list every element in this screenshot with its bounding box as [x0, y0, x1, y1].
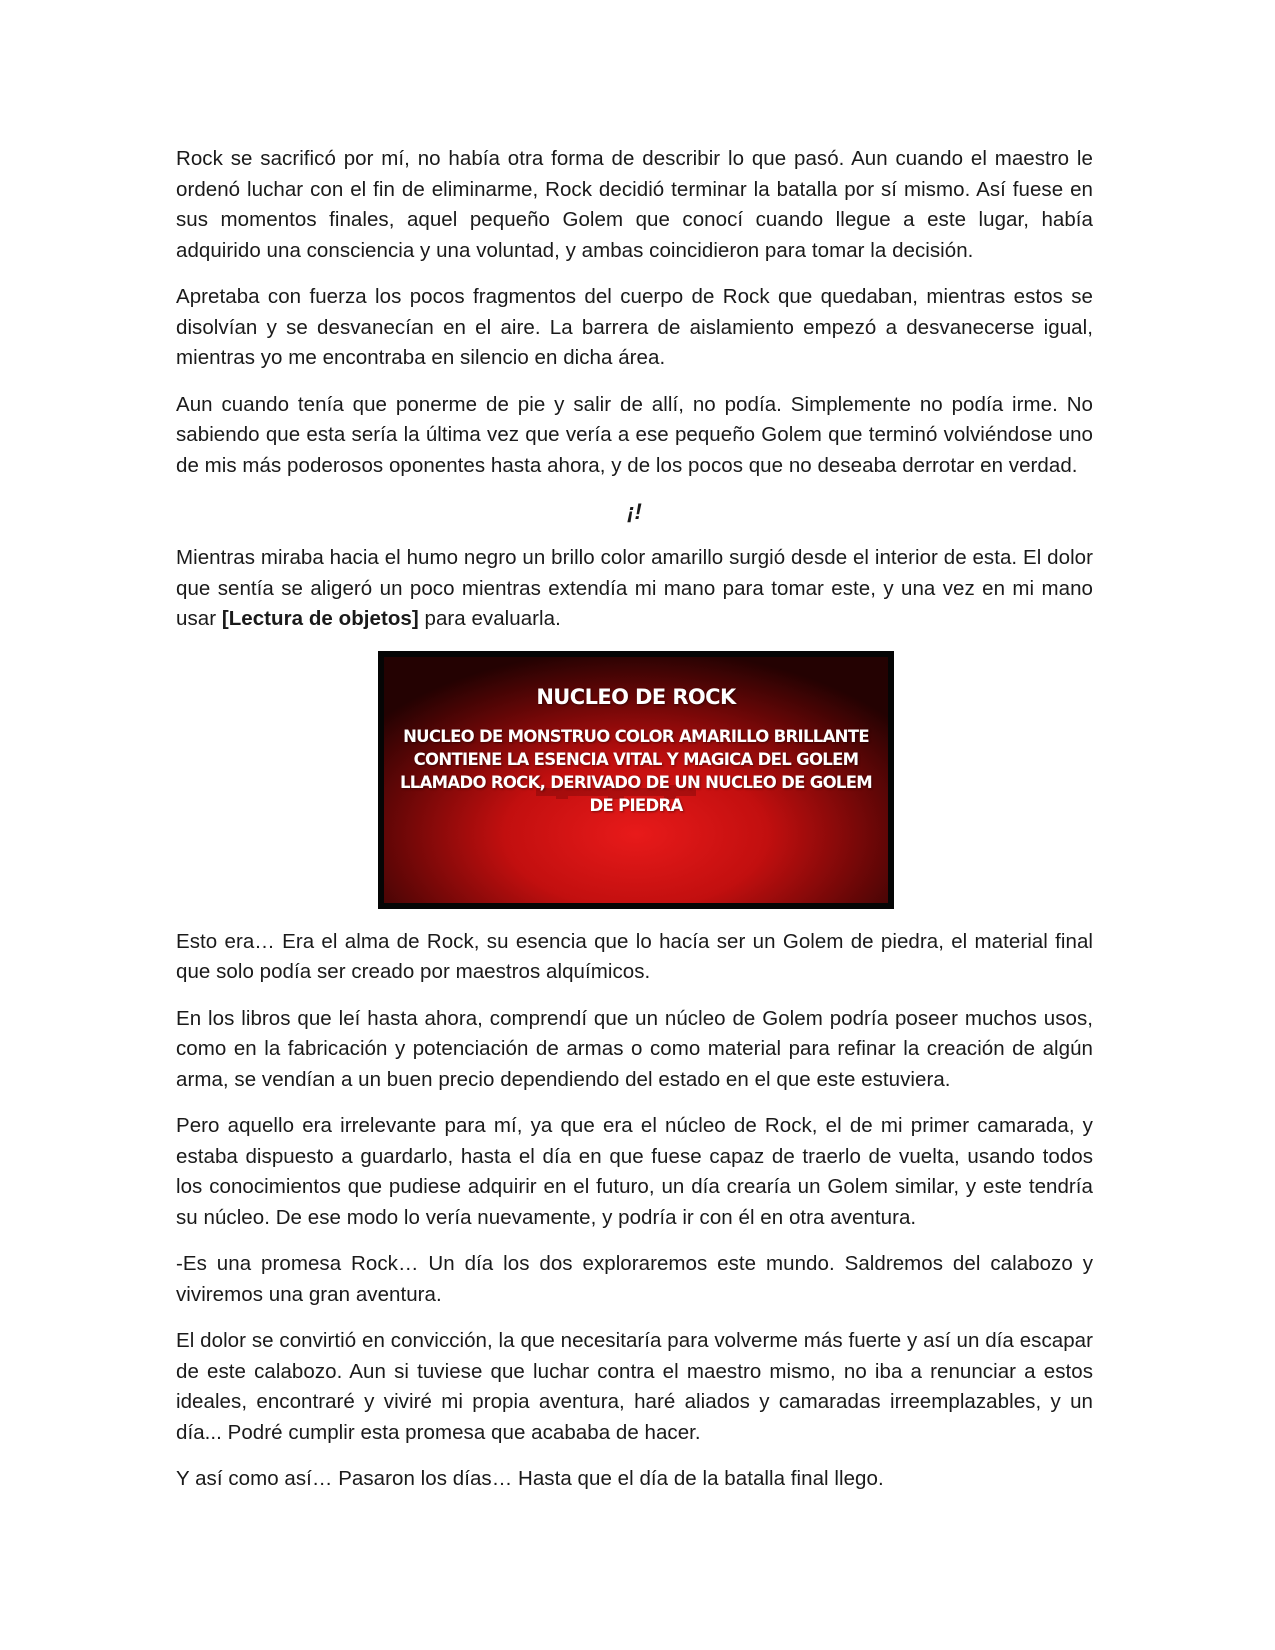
item-description-line: DE PIEDRA — [589, 795, 683, 815]
paragraph-text: para evaluarla. — [418, 607, 561, 630]
document-page — [176, 144, 1093, 1511]
item-description-line: NUCLEO DE MONSTRUO COLOR AMARILLO BRILLANTE — [403, 726, 869, 746]
scene-separator: ¡! — [627, 499, 642, 524]
item-title: NUCLEO DE ROCK — [536, 684, 736, 709]
paragraph: Pero aquello era irrelevante para mí, ya que era el núcleo de Rock, el de mi primer camarada, y estaba dispuesto a guardarlo, hasta el día en que fuese capaz de traerlo de vuelta, usando todos los conocimientos que pudiese adquirir en el futuro, un día crearía un Golem similar, y este tendría su núcleo. De ese modo lo vería nuevamente, y podría ir con él en otra aventura. — [176, 1114, 1093, 1229]
skill-name: [Lectura de objetos] — [221, 607, 419, 630]
item-description-line: LLAMADO ROCK, DERIVADO DE UN NUCLEO DE GOLEM — [399, 772, 872, 792]
item-info-card — [378, 651, 894, 909]
paragraph: En los libros que leí hasta ahora, comprendí que un núcleo de Golem podría poseer muchos usos, como en la fabricación y potenciación de armas o como material para refinar la creación de algún arma, se vendían a un buen precio dependiendo del estado en el que este estuviera. — [176, 1006, 1093, 1091]
paragraph: Aun cuando tenía que ponerme de pie y salir de allí, no podía. Simplemente no podía irme. No sabiendo que esta sería la última vez que vería a ese pequeño Golem que terminó volviéndose uno de mis más poderosos oponentes hasta ahora, y de los pocos que no deseaba derrotar en verdad. — [176, 392, 1093, 477]
paragraph: Apretaba con fuerza los pocos fragmentos del cuerpo de Rock que quedaban, mientras estos se disolvían y se desvanecían en el aire. La barrera de aislamiento empezó a desvanecerse igual, mientras yo me encontraba en silencio en dicha área. — [176, 285, 1093, 369]
paragraph: Esto era… Era el alma de Rock, su esencia que lo hacía ser un Golem de piedra, el material final que solo podía ser creado por maestros alquímicos. — [176, 929, 1093, 983]
paragraph-text: Mientras miraba hacia el humo negro un brillo color amarillo surgió desde el interior de esta. El dolor que sentía se aligeró un poco mientras extendía mi mano para tomar este, y una vez en mi mano usar — [176, 546, 1093, 630]
paragraph: -Es una promesa Rock… Un día los dos exploraremos este mundo. Saldremos del calabozo y viviremos una gran aventura. — [176, 1252, 1093, 1306]
paragraph: El dolor se convirtió en convicción, la que necesitaría para volverme más fuerte y así un día escapar de este calabozo. Aun si tuviese que luchar contra el maestro mismo, no iba a renunciar a estos ideales, encontraré y viviré mi propia aventura, haré aliados y camaradas irreemplazables, y un día... Podré cumplir esta promesa que acababa de hacer. — [176, 1329, 1093, 1444]
item-description-line: CONTIENE LA ESENCIA VITAL Y MAGICA DEL GOLEM — [413, 749, 859, 769]
paragraph: Y así como así… Pasaron los días… Hasta que el día de la batalla final llego. — [176, 1467, 884, 1490]
paragraph-skill-use — [176, 543, 1093, 635]
paragraph: Rock se sacrificó por mí, no había otra forma de describir lo que pasó. Aun cuando el maestro le ordenó luchar con el fin de eliminarme, Rock decidió terminar la batalla por sí mismo. Así fuese en sus momentos finales, aquel pequeño Golem que conocí cuando llegue a este lugar, había adquirido una consciencia y una voluntad, y ambas coincidieron para tomar la decisión. — [176, 147, 1093, 262]
item-description — [390, 725, 882, 817]
